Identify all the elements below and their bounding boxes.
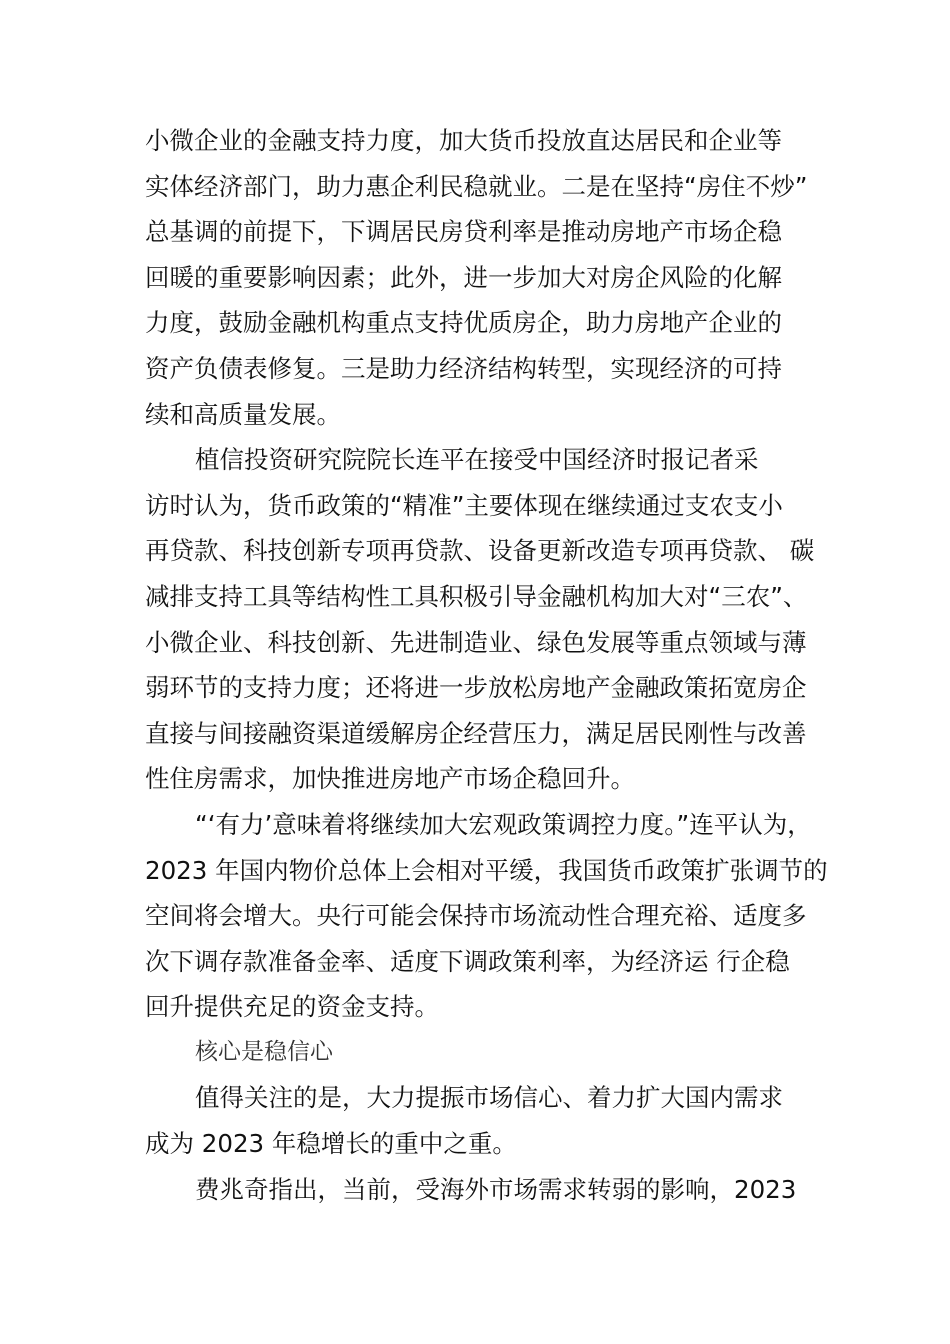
paragraph-first-line: 值得关注的是，大力提振市场信心、着力扩大国内需求 <box>195 1083 783 1113</box>
text-line: 空间将会增大。央行可能会保持市场流动性合理充裕、适度多 <box>145 901 807 931</box>
text-line: 再贷款、科技创新专项再贷款、设备更新改造专项再贷款、 碳 <box>145 536 815 566</box>
text-line: 访时认为，货币政策的“精准”主要体现在继续通过支农支小 <box>145 490 783 520</box>
text-line: 回暖的重要影响因素；此外，进一步加大对房企风险的化解 <box>145 262 782 292</box>
paragraph-first-line: “‘有力’意味着将继续加大宏观政策调控力度。”连平认为， <box>195 809 812 839</box>
text-line: 力度，鼓励金融机构重点支持优质房企，助力房地产企业的 <box>145 308 782 338</box>
document-body <box>145 118 835 1212</box>
text-line: 弱环节的支持力度；还将进一步放松房地产金融政策拓宽房企 <box>145 673 807 703</box>
text-line: 小微企业的金融支持力度，加大货币投放直达居民和企业等 <box>145 126 782 155</box>
text-line: 小微企业、科技创新、先进制造业、绿色发展等重点领域与薄 <box>145 627 807 657</box>
paragraph-first-line: 植信投资研究院院长连平在接受中国经济时报记者采 <box>195 445 759 475</box>
text-line: 直接与间接融资渠道缓解房企经营压力，满足居民刚性与改善 <box>145 718 807 748</box>
text-line: 续和高质量发展。 <box>145 399 341 429</box>
text-line: 回升提供充足的资金支持。 <box>145 992 439 1022</box>
section-heading: 核心是稳信心 <box>195 1038 333 1065</box>
text-line: 性住房需求，加快推进房地产市场企稳回升。 <box>145 764 635 794</box>
text-line: 资产负债表修复。三是助力经济结构转型，实现经济的可持 <box>145 353 782 383</box>
text-line: 实体经济部门，助力惠企利民稳就业。二是在坚持“房住不炒” <box>145 171 808 201</box>
paragraph-first-line: 费兆奇指出，当前，受海外市场需求转弱的影响，2023 <box>195 1174 797 1204</box>
text-line: 次下调存款准备金率、适度下调政策利率，为经济运 行企稳 <box>145 946 790 976</box>
text-line: 减排支持工具等结构性工具积极引导金融机构加大对“三农”、 <box>145 581 808 611</box>
text-line: 总基调的前提下，下调居民房贷利率是推动房地产市场企稳 <box>145 217 782 247</box>
text-line: 成为 2023 年稳增长的重中之重。 <box>145 1129 517 1159</box>
text-line: 2023 年国内物价总体上会相对平缓，我国货币政策扩张调节的 <box>145 855 828 885</box>
